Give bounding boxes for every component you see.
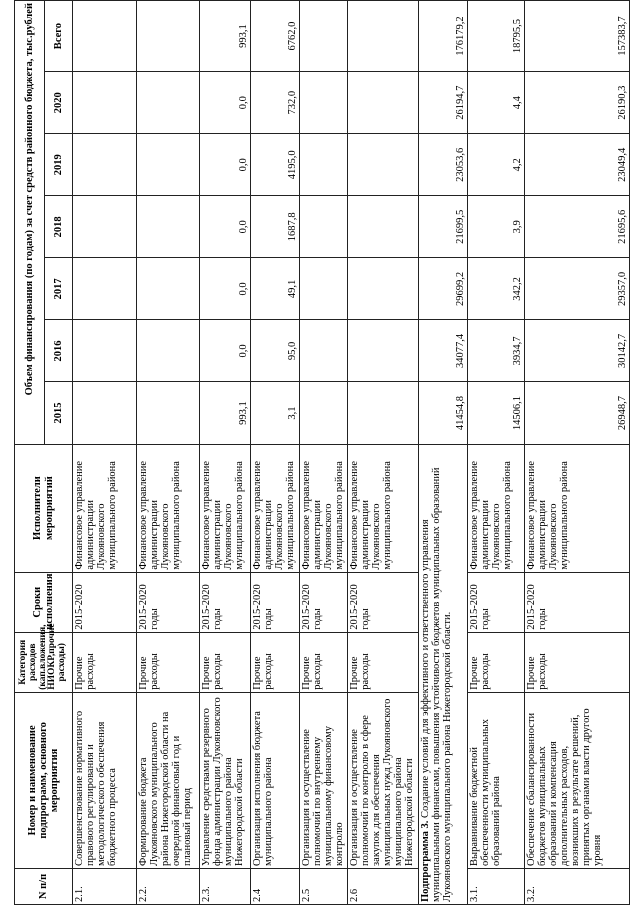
row-value-2016: 30142,7 (525, 320, 630, 382)
row-value-2018 (73, 196, 137, 258)
row-num: 2.4 (251, 868, 299, 904)
subprogram-value-2020: 26194,7 (418, 72, 467, 134)
table-row (467, 1, 524, 905)
row-value-2016: 95,0 (251, 320, 299, 382)
row-value-2018 (347, 196, 418, 258)
row-value-2020 (299, 72, 347, 134)
row-exec: Финансовое управление администрации Лукояновского муниципального района (299, 444, 347, 572)
row-value-2019: 23049,4 (525, 134, 630, 196)
row-num: 2.6 (347, 868, 418, 904)
row-value-2016: 3934,7 (467, 320, 524, 382)
row-total (347, 1, 418, 72)
row-value-2018 (299, 196, 347, 258)
subprogram-cell (418, 444, 467, 904)
row-term: 2015-2020 годы (299, 572, 347, 632)
row-exec: Финансовое управление администрации Лукояновского муниципального района (73, 444, 137, 572)
row-value-2016 (136, 320, 200, 382)
header-total: Всего (45, 1, 73, 72)
row-name: Выравнивание бюджетной обеспеченности муниципальных образований района (467, 692, 524, 868)
row-value-2016 (299, 320, 347, 382)
header-year-2019: 2019 (45, 134, 73, 196)
row-value-2017 (136, 258, 200, 320)
row-value-2019 (136, 134, 200, 196)
row-num: 3.1. (467, 868, 524, 904)
row-value-2017: 49,1 (251, 258, 299, 320)
header-financing: Объем финансирования (по годам) за счет средств районного бюджета, тыс.рублей (15, 1, 45, 445)
header-year-2020: 2020 (45, 72, 73, 134)
subprogram-value-2016: 34077,4 (418, 320, 467, 382)
row-value-2020 (136, 72, 200, 134)
row-value-2017: 0,0 (200, 258, 251, 320)
subprogram-total: 176179,2 (418, 1, 467, 72)
row-value-2018 (136, 196, 200, 258)
subprogram-text: Создание условий для эффективного и ответственного управления муниципальными финансами, повышения устойчивости бюджетов муниципальных образований Лукояновского муниципального района Нижегородской области. (419, 467, 453, 902)
row-total: 6762,0 (251, 1, 299, 72)
row-value-2015: 3,1 (251, 382, 299, 444)
row-exec: Финансовое управление администрации Лукояновского муниципального района (525, 444, 630, 572)
row-exec: Финансовое управление администрации Лукояновского муниципального района (251, 444, 299, 572)
header-year-2017: 2017 (45, 258, 73, 320)
row-value-2018: 0,0 (200, 196, 251, 258)
row-term: 2015-2020 годы (467, 572, 524, 632)
row-value-2016 (73, 320, 137, 382)
table-row (251, 1, 299, 905)
table-row (299, 1, 347, 905)
header-term: Сроки исполнения (15, 572, 73, 632)
header-exec: Исполнители мероприятий (15, 444, 73, 572)
row-category: Прочие расходы (467, 632, 524, 692)
row-value-2016: 0,0 (200, 320, 251, 382)
table-row (73, 1, 137, 905)
row-category: Прочие расходы (200, 632, 251, 692)
row-term: 2015-2020 (73, 572, 137, 632)
header-category: Категория расходов (кап.вложения, НИОКР,прочие расходы) (15, 632, 73, 692)
row-value-2019: 4,2 (467, 134, 524, 196)
row-value-2020: 26190,3 (525, 72, 630, 134)
header-year-2015: 2015 (45, 382, 73, 444)
row-value-2017: 29357,0 (525, 258, 630, 320)
table-row (136, 1, 200, 905)
row-total (136, 1, 200, 72)
row-value-2017 (299, 258, 347, 320)
row-num: 2.5 (299, 868, 347, 904)
financing-table (14, 0, 630, 905)
row-name: Организация и осуществление полномочий по внутреннему муниципальному финансовому контролю (299, 692, 347, 868)
row-term: 2015-2020 годы (136, 572, 200, 632)
row-num: 2.3. (200, 868, 251, 904)
row-value-2016 (347, 320, 418, 382)
subprogram-value-2019: 23053,6 (418, 134, 467, 196)
row-term: 2015-2020 годы (347, 572, 418, 632)
row-num: 2.1. (73, 868, 137, 904)
row-term: 2015-2020 годы (251, 572, 299, 632)
row-category: Прочие расходы (73, 632, 137, 692)
row-value-2015: 14506,1 (467, 382, 524, 444)
row-category: Прочие расходы (347, 632, 418, 692)
row-exec: Финансовое управление администрации Лукояновского муниципального района (200, 444, 251, 572)
table-row (525, 1, 630, 905)
row-term: 2015-2020 годы (525, 572, 630, 632)
row-term: 2015-2020 годы (200, 572, 251, 632)
row-total: 993,1 (200, 1, 251, 72)
row-total: 18795,5 (467, 1, 524, 72)
row-value-2020 (347, 72, 418, 134)
row-name: Обеспечение сбалансированности бюджетов муниципальных образований и компенсация дополнительных расходов, возникших в результате решений, принятых органами власти другого уровня (525, 692, 630, 868)
table-row (200, 1, 251, 905)
row-value-2019: 0,0 (200, 134, 251, 196)
row-value-2020: 0,0 (200, 72, 251, 134)
row-value-2017 (347, 258, 418, 320)
row-value-2020: 732,0 (251, 72, 299, 134)
row-name: Управление средствами резервного фонда администрации Лукояновского муниципального района Нижегородской области (200, 692, 251, 868)
subprogram-title: Подпрограмма 3. (419, 820, 431, 902)
row-total: 157383,7 (525, 1, 630, 72)
header-year-2016: 2016 (45, 320, 73, 382)
row-name: Организация и осуществление полномочий по контролю в сфере закупок для обеспечения муниципальных нужд Лукояновского муниципального района Нижегородской области (347, 692, 418, 868)
row-name: Организация исполнения бюджета муниципального района (251, 692, 299, 868)
row-value-2015: 993,1 (200, 382, 251, 444)
row-name: Формирование бюджета Лукояновского муниципального района Нижегородской области на очередной финансовый год и плановый период (136, 692, 200, 868)
table-row (347, 1, 418, 905)
row-num: 2.2. (136, 868, 200, 904)
row-name: Совершенствование нормативного правового регулирования и методологического обеспечения бюджетного процесса (73, 692, 137, 868)
row-category: Прочие расходы (525, 632, 630, 692)
row-num: 3.2. (525, 868, 630, 904)
row-value-2019: 4195,0 (251, 134, 299, 196)
row-value-2015 (299, 382, 347, 444)
subprogram-value-2018: 21699,5 (418, 196, 467, 258)
subprogram-row (418, 1, 467, 905)
row-total (299, 1, 347, 72)
header-num: N п/п (15, 868, 73, 904)
row-value-2018: 21695,6 (525, 196, 630, 258)
row-exec: Финансовое управление администрации Лукояновского муниципального района (136, 444, 200, 572)
row-category: Прочие расходы (136, 632, 200, 692)
row-value-2017 (73, 258, 137, 320)
header-year-2018: 2018 (45, 196, 73, 258)
row-value-2019 (347, 134, 418, 196)
row-exec: Финансовое управление администрации Лукояновского муниципального района (347, 444, 418, 572)
row-value-2015 (136, 382, 200, 444)
row-total (73, 1, 137, 72)
row-value-2019 (73, 134, 137, 196)
header-name: Номер и наименование подпрограмм, основного мероприятия (15, 692, 73, 868)
row-category: Прочие расходы (299, 632, 347, 692)
row-value-2015 (347, 382, 418, 444)
row-value-2020 (73, 72, 137, 134)
subprogram-value-2017: 29699,2 (418, 258, 467, 320)
rotated-table-container (14, 0, 630, 905)
row-value-2018: 1687,8 (251, 196, 299, 258)
row-value-2019 (299, 134, 347, 196)
row-value-2018: 3,9 (467, 196, 524, 258)
row-value-2017: 342,2 (467, 258, 524, 320)
row-value-2015 (73, 382, 137, 444)
row-value-2020: 4,4 (467, 72, 524, 134)
subprogram-value-2015: 41454,8 (418, 382, 467, 444)
row-exec: Финансовое управление администрации Лукояновского муниципального района (467, 444, 524, 572)
row-value-2015: 26948,7 (525, 382, 630, 444)
row-category: Прочие расходы (251, 632, 299, 692)
